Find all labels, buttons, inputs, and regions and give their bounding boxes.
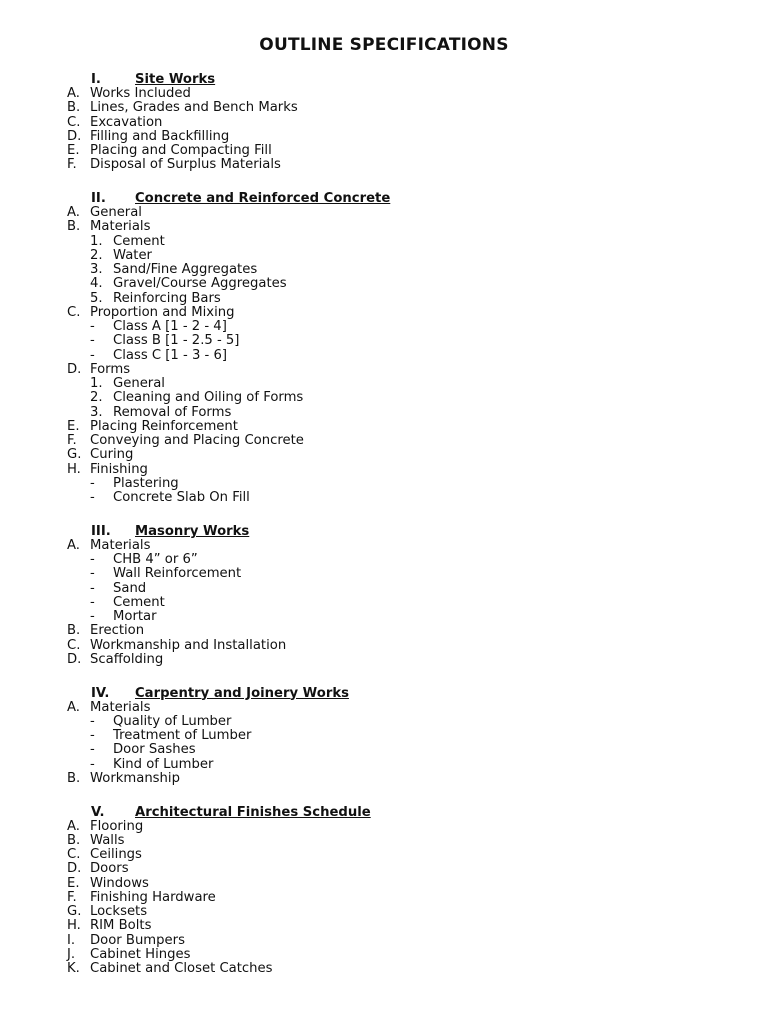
subitem-text: Cement (113, 233, 165, 249)
item-text: Filling and Backfilling (90, 128, 230, 144)
outline-subitem (67, 320, 747, 334)
subitem-marker: - (90, 475, 95, 491)
outline-subitem (67, 235, 747, 249)
subitem-marker: - (90, 333, 95, 349)
subitem-text: Door Sashes (113, 742, 196, 758)
outline-item (67, 891, 747, 905)
outline-section (67, 524, 747, 667)
subitem-marker: 3. (90, 262, 103, 277)
section-number: II. (91, 191, 106, 206)
subitem-text: Treatment of Lumber (113, 728, 252, 743)
outline-item (67, 101, 747, 115)
section-title: Site Works (135, 72, 216, 87)
outline-item (67, 639, 747, 653)
section-number: V. (91, 804, 105, 820)
item-marker: A. (67, 86, 80, 101)
outline-subitem (67, 743, 747, 757)
item-marker: B. (67, 219, 81, 235)
subitem-text: Mortar (113, 609, 157, 624)
subitem-text: Class B [1 - 2.5 - 5] (113, 333, 240, 349)
subitem-marker: - (90, 609, 95, 624)
subitem-text: CHB 4” or 6” (113, 552, 198, 567)
subitem-text: Concrete Slab On Fill (113, 490, 250, 505)
item-marker: D. (67, 361, 82, 377)
subitem-marker: 1. (90, 233, 103, 249)
subitem-marker: - (90, 742, 95, 758)
outline-item (67, 653, 747, 667)
item-text: Cabinet and Closet Catches (90, 961, 273, 976)
item-marker: E. (67, 143, 80, 158)
subitem-text: Wall Reinforcement (113, 566, 242, 582)
item-marker: E. (67, 875, 80, 891)
outline-subitem (67, 729, 747, 743)
outline-subitem (67, 277, 747, 291)
outline-item (67, 144, 747, 158)
item-text: Finishing Hardware (90, 889, 216, 905)
outline-item (67, 87, 747, 101)
subitem-text: Water (113, 247, 152, 263)
outline-item (67, 539, 747, 553)
outline-item (67, 158, 747, 172)
subitem-marker: 1. (90, 376, 103, 391)
subitem-marker: 2. (90, 247, 103, 263)
item-text: Doors (90, 861, 129, 877)
item-marker: B. (67, 100, 81, 116)
item-marker: C. (67, 304, 81, 320)
subitem-text: Sand (113, 580, 147, 596)
outline-subitem (67, 582, 747, 596)
item-text: RIM Bolts (90, 918, 152, 934)
outline-section (67, 686, 747, 787)
item-text: General (90, 205, 142, 220)
subitem-text: Removal of Forms (113, 404, 232, 420)
outline-section (67, 191, 747, 505)
item-marker: A. (67, 537, 80, 553)
section-number: I. (91, 72, 101, 87)
item-marker: A. (67, 818, 80, 834)
item-text: Windows (90, 875, 149, 891)
section-heading (91, 805, 747, 820)
subitem-marker: - (90, 566, 95, 582)
section-heading (91, 524, 747, 539)
outline-item (67, 834, 747, 848)
outline-item (67, 862, 747, 876)
item-text: Materials (90, 537, 151, 553)
item-marker: H. (67, 461, 81, 477)
outline-subitem (67, 610, 747, 624)
item-marker: I. (67, 932, 76, 948)
outline-subitem (67, 477, 747, 491)
outline-subitem (67, 596, 747, 610)
item-marker: C. (67, 114, 81, 130)
outline-item (67, 701, 747, 715)
subitem-marker: - (90, 552, 95, 567)
outline-item (67, 363, 747, 377)
item-text: Workmanship and Installation (90, 637, 287, 653)
item-marker: J. (67, 946, 76, 962)
outline-subitem (67, 758, 747, 772)
section-heading (91, 686, 747, 701)
outline-subitem (67, 263, 747, 277)
item-marker: F. (67, 433, 77, 448)
item-marker: K. (67, 961, 80, 976)
item-text: Materials (90, 699, 151, 715)
outline-section (67, 805, 747, 977)
item-text: Placing Reinforcement (90, 418, 238, 434)
subitem-marker: - (90, 580, 95, 596)
item-text: Curing (90, 447, 134, 463)
outline-item (67, 905, 747, 919)
item-text: Proportion and Mixing (90, 304, 235, 320)
item-text: Conveying and Placing Concrete (90, 433, 304, 448)
outline-subitem (67, 292, 747, 306)
item-text: Excavation (90, 114, 163, 130)
outline-subitem (67, 491, 747, 505)
outline-sections (67, 72, 747, 995)
item-marker: F. (67, 889, 77, 905)
subitem-text: Gravel/Course Aggregates (113, 276, 287, 292)
outline-item (67, 130, 747, 144)
subitem-marker: 4. (90, 276, 103, 292)
subitem-marker: - (90, 713, 95, 729)
section-title: Concrete and Reinforced Concrete (135, 191, 391, 206)
section-title: Masonry Works (135, 523, 250, 539)
subitem-text: Quality of Lumber (113, 713, 232, 729)
outline-subitem (67, 553, 747, 567)
outline-item (67, 420, 747, 434)
outline-item (67, 877, 747, 891)
subitem-text: Cleaning and Oiling of Forms (113, 390, 304, 406)
item-text: Erection (90, 623, 145, 639)
outline-subitem (67, 715, 747, 729)
section-heading (91, 191, 747, 206)
item-text: Workmanship (90, 770, 180, 786)
subitem-marker: - (90, 756, 95, 772)
outline-subitem (67, 391, 747, 405)
item-marker: C. (67, 637, 81, 653)
item-marker: F. (67, 157, 77, 173)
outline-item (67, 848, 747, 862)
subitem-text: Sand/Fine Aggregates (113, 262, 258, 277)
subitem-marker: - (90, 594, 95, 610)
outline-item (67, 463, 747, 477)
outline-subitem (67, 406, 747, 420)
document-title: OUTLINE SPECIFICATIONS (259, 35, 509, 55)
section-heading (91, 72, 747, 87)
item-text: Cabinet Hinges (90, 946, 191, 962)
item-text: Locksets (90, 904, 148, 919)
item-marker: A. (67, 205, 80, 220)
subitem-text: Reinforcing Bars (113, 290, 221, 306)
outline-subitem (67, 249, 747, 263)
item-text: Scaffolding (90, 651, 164, 667)
item-text: Placing and Compacting Fill (90, 143, 272, 158)
item-marker: C. (67, 847, 81, 862)
subitem-text: Class C [1 - 3 - 6] (113, 347, 228, 363)
outline-item (67, 448, 747, 462)
item-text: Lines, Grades and Bench Marks (90, 100, 298, 116)
subitem-text: General (113, 376, 165, 391)
item-marker: B. (67, 770, 81, 786)
item-marker: G. (67, 447, 82, 463)
subitem-text: Cement (113, 594, 165, 610)
outline-subitem (67, 377, 747, 391)
outline-subitem (67, 334, 747, 348)
subitem-marker: - (90, 728, 95, 743)
item-text: Finishing (90, 461, 148, 477)
section-title: Architectural Finishes Schedule (135, 804, 371, 820)
item-text: Works Included (90, 86, 191, 101)
outline-item (67, 948, 747, 962)
subitem-marker: - (90, 319, 95, 334)
subitem-marker: - (90, 490, 95, 505)
subitem-marker: 5. (90, 290, 103, 306)
outline-item (67, 820, 747, 834)
outline-item (67, 220, 747, 234)
subitem-marker: 2. (90, 390, 103, 406)
section-number: IV. (91, 685, 110, 701)
item-marker: H. (67, 918, 81, 934)
outline-item (67, 306, 747, 320)
item-marker: G. (67, 904, 82, 919)
outline-item (67, 116, 747, 130)
outline-item (67, 962, 747, 976)
item-text: Door Bumpers (90, 932, 185, 948)
item-text: Forms (90, 361, 131, 377)
section-number: III. (91, 523, 111, 539)
item-marker: D. (67, 861, 82, 877)
outline-item (67, 624, 747, 638)
item-text: Materials (90, 219, 151, 235)
item-text: Flooring (90, 818, 144, 834)
subitem-text: Class A [1 - 2 - 4] (113, 319, 227, 334)
item-text: Ceilings (90, 847, 142, 862)
outline-item (67, 206, 747, 220)
item-marker: B. (67, 623, 81, 639)
outline-section (67, 72, 747, 173)
item-marker: A. (67, 699, 80, 715)
subitem-marker: 3. (90, 404, 103, 420)
subitem-text: Kind of Lumber (113, 756, 214, 772)
item-text: Disposal of Surplus Materials (90, 157, 281, 173)
item-marker: E. (67, 418, 80, 434)
outline-subitem (67, 567, 747, 581)
subitem-text: Plastering (113, 475, 179, 491)
item-marker: D. (67, 651, 82, 667)
outline-item (67, 934, 747, 948)
outline-item (67, 772, 747, 786)
subitem-marker: - (90, 347, 95, 363)
outline-item (67, 919, 747, 933)
outline-subitem (67, 349, 747, 363)
item-marker: D. (67, 128, 82, 144)
item-marker: B. (67, 832, 81, 848)
item-text: Walls (90, 832, 125, 848)
section-title: Carpentry and Joinery Works (135, 685, 349, 701)
outline-item (67, 434, 747, 448)
